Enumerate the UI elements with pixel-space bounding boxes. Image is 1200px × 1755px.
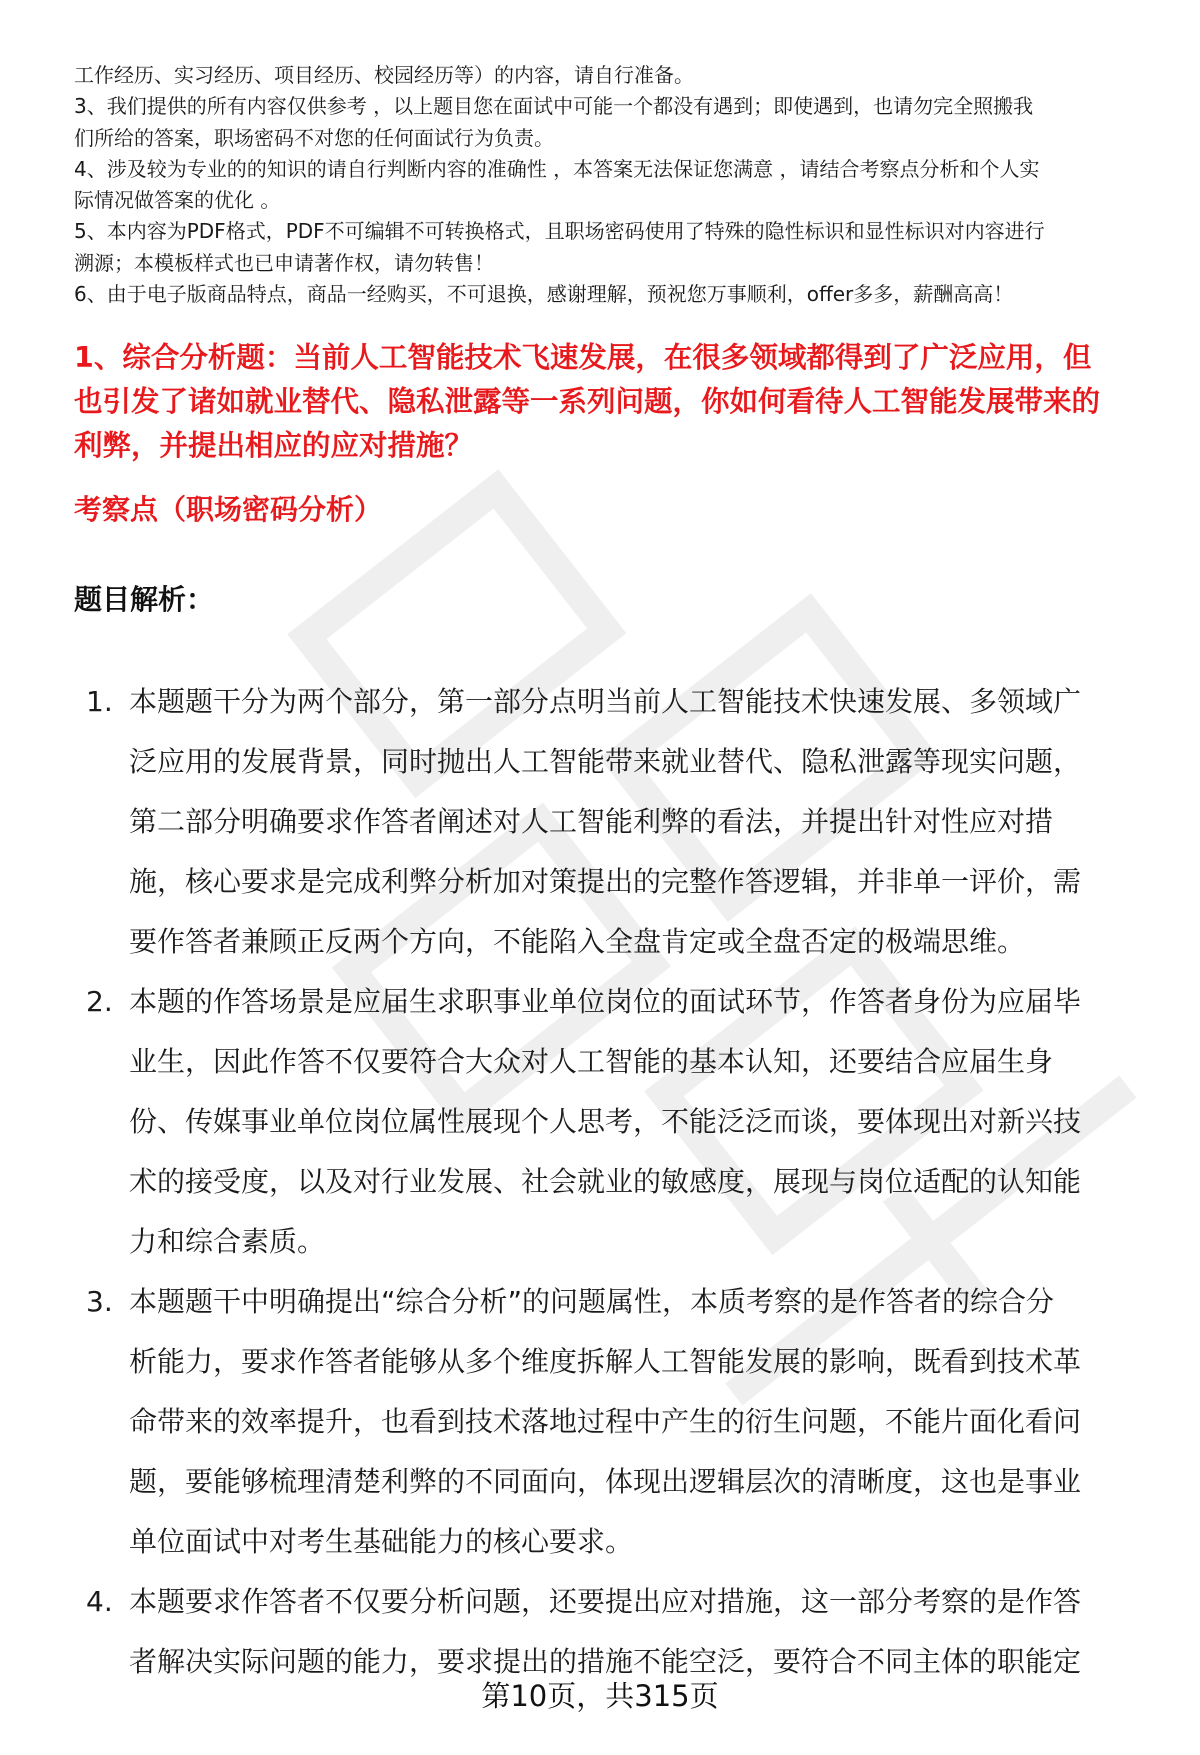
item-line: 泛应用的发展背景，同时抛出人工智能带来就业替代、隐私泄露等现实问题， [129, 745, 1082, 778]
item-line: 力和综合素质。 [129, 1225, 326, 1258]
notice-line: 6、由于电子版商品特点，商品一经购买，不可退换，感谢理解，预祝您万事顺利，offer多多，薪酬高高！ [74, 282, 1014, 307]
item-number: 3. [86, 1285, 113, 1318]
question-line: 1、综合分析题：当前人工智能技术飞速发展，在很多领域都得到了广泛应用，但 [74, 341, 1092, 374]
item-line: 单位面试中对考生基础能力的核心要求。 [129, 1525, 634, 1558]
notice-line: 4、涉及较为专业的的知识的请自行判断内容的准确性 ，本答案无法保证您满意 ，请结合考察点分析和个人实 [74, 156, 1040, 181]
item-number: 4. [86, 1585, 113, 1618]
notice-line: 工作经历、实习经历、项目经历、校园经历等）的内容，请自行准备。 [74, 63, 694, 87]
analysis-item [74, 1272, 1154, 1572]
question-heading [74, 336, 1154, 468]
item-line: 本题题干中明确提出“综合分析”的问题属性，本质考察的是作答者的综合分 [129, 1285, 1055, 1318]
item-line: 题，要能够梳理清楚利弊的不同面向，体现出逻辑层次的清晰度，这也是事业 [129, 1465, 1082, 1498]
analysis-item [74, 972, 1154, 1272]
item-line: 第二部分明确要求作答者阐述对人工智能利弊的看法，并提出针对性应对措 [129, 805, 1054, 838]
notice-line: 3、我们提供的所有内容仅供参考 ，以上题目您在面试中可能一个都没有遇到；即使遇到，也请勿完全照搬我 [74, 94, 1034, 119]
notice-line: 5、本内容为PDF格式，PDF不可编辑不可转换格式，且职场密码使用了特殊的隐性标识和显性标识对内容进行 [74, 219, 1045, 244]
item-line: 析能力，要求作答者能够从多个维度拆解人工智能发展的影响，既看到技术革 [129, 1345, 1082, 1378]
item-line: 要作答者兼顾正反两个方向，不能陷入全盘肯定或全盘否定的极端思维。 [129, 925, 1026, 958]
question-line: 利弊，并提出相应的应对措施？ [74, 429, 474, 462]
page-number: 第10页，共315页 [481, 1679, 719, 1713]
item-line: 命带来的效率提升，也看到技术落地过程中产生的衍生问题，不能片面化看问 [129, 1405, 1082, 1438]
item-line: 术的接受度，以及对行业发展、社会就业的敏感度，展现与岗位适配的认知能 [129, 1165, 1082, 1198]
analysis-item [74, 1572, 1154, 1692]
item-line: 份、传媒事业单位岗位属性展现个人思考，不能泛泛而谈，要体现出对新兴技 [129, 1105, 1082, 1138]
item-line: 业生，因此作答不仅要符合大众对人工智能的基本认知，还要结合应届生身 [129, 1045, 1054, 1078]
item-number: 1. [86, 685, 113, 718]
exam-point-heading: 考察点（职场密码分析） [74, 493, 383, 526]
item-line: 者解决实际问题的能力，要求提出的措施不能空泛，要符合不同主体的职能定 [129, 1645, 1082, 1678]
analysis-item [74, 672, 1154, 972]
notice-line: 溯源；本模板样式也已申请著作权，请勿转售！ [74, 250, 494, 275]
notice-line: 际情况做答案的优化 。 [74, 188, 281, 213]
item-line: 施，核心要求是完成利弊分析加对策提出的完整作答逻辑，并非单一评价，需 [129, 865, 1082, 898]
item-line: 本题题干分为两个部分，第一部分点明当前人工智能技术快速发展、多领域广 [129, 685, 1082, 718]
notice-section [74, 60, 1164, 310]
analysis-heading: 题目解析： [74, 583, 215, 616]
item-number: 2. [86, 985, 113, 1018]
notice-line: 们所给的答案，职场密码不对您的任何面试行为负责。 [74, 125, 554, 150]
question-line: 也引发了诸如就业替代、隐私泄露等一系列问题，你如何看待人工智能发展带来的 [74, 385, 1101, 418]
analysis-list [74, 672, 1154, 1692]
item-line: 本题要求作答者不仅要分析问题，还要提出应对措施，这一部分考察的是作答 [129, 1585, 1082, 1618]
item-line: 本题的作答场景是应届生求职事业单位岗位的面试环节，作答者身份为应届毕 [129, 985, 1082, 1018]
